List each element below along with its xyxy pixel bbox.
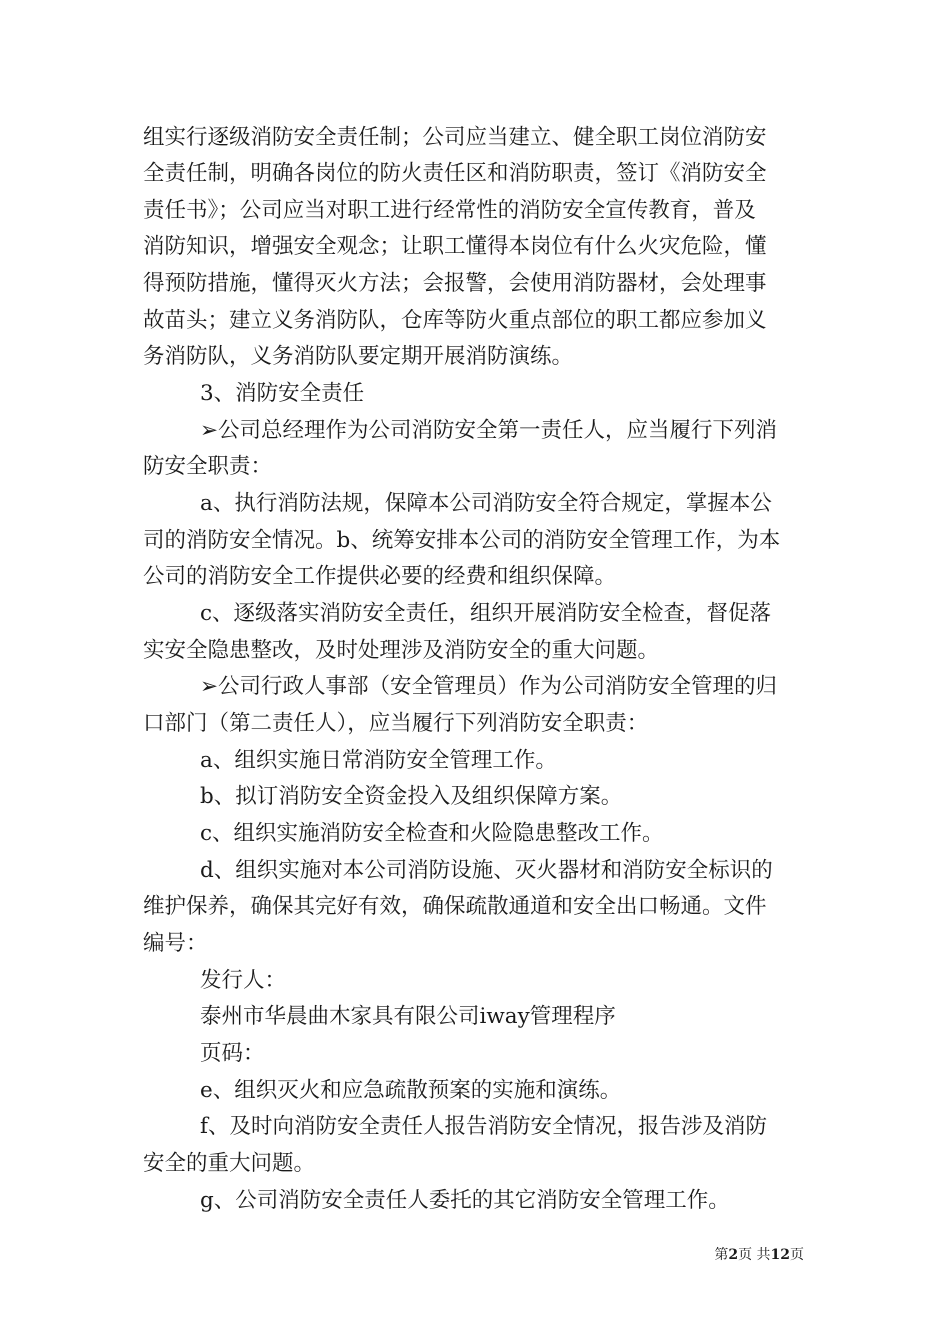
section-heading: 3、消防安全责任 [200,381,365,406]
footer-middle: 页 共 [738,1247,771,1263]
text-line: 全责任制，明确各岗位的防火责任区和消防职责，签订《消防安全 [143,161,767,186]
page-footer [0,1246,804,1264]
text-line: 编号： [143,931,208,956]
text-line: 页码： [200,1041,265,1066]
bullet-item: ➢公司行政人事部（安全管理员）作为公司消防安全管理的归 [200,674,778,699]
list-item: c、逐级落实消防安全责任，组织开展消防安全检查，督促落 [200,601,772,626]
text-line: 司的消防安全情况。b、统筹安排本公司的消防安全管理工作，为本 [143,528,781,553]
text-line: 故苗头；建立义务消防队，仓库等防火重点部位的职工都应参加义 [143,308,767,333]
list-item: a、执行消防法规，保障本公司消防安全符合规定，掌握本公 [200,491,772,516]
text-line: 责任书》；公司应当对职工进行经常性的消防安全宣传教育，普及 [143,198,756,223]
text-line: 消防知识，增强安全观念；让职工懂得本岗位有什么火灾危险，懂 [143,234,767,259]
text-line: 得预防措施，懂得灭火方法；会报警，会使用消防器材，会处理事 [143,271,767,296]
text-line: 发行人： [200,968,287,993]
list-item: d、组织实施对本公司消防设施、灭火器材和消防安全标识的 [200,858,773,883]
text-line: 维护保养，确保其完好有效，确保疏散通道和安全出口畅通。文件 [143,894,767,919]
total-pages: 12 [770,1247,790,1263]
text-line: 组实行逐级消防安全责任制；公司应当建立、健全职工岗位消防安 [143,125,767,150]
text-line: 实安全隐患整改，及时处理涉及消防安全的重大问题。 [143,638,660,663]
list-item: e、组织灭火和应急疏散预案的实施和演练。 [200,1078,622,1103]
text-line: 防安全职责： [143,454,273,479]
text-line: 务消防队，义务消防队要定期开展消防演练。 [143,344,574,369]
list-item: a、组织实施日常消防安全管理工作。 [200,748,557,773]
list-item: c、组织实施消防安全检查和火险隐患整改工作。 [200,821,664,846]
footer-prefix: 第 [714,1247,729,1263]
text-line: 泰州市华晨曲木家具有限公司iway管理程序 [200,1004,616,1029]
bullet-item: ➢公司总经理作为公司消防安全第一责任人，应当履行下列消 [200,418,778,443]
list-item: f、及时向消防安全责任人报告消防安全情况，报告涉及消防 [200,1114,767,1139]
list-item: b、拟订消防安全资金投入及组织保障方案。 [200,784,623,809]
text-line: 口部门（第二责任人），应当履行下列消防安全职责： [143,711,649,736]
text-line: 安全的重大问题。 [143,1151,316,1176]
page-number: 2 [728,1247,739,1263]
list-item: g、公司消防安全责任人委托的其它消防安全管理工作。 [200,1188,730,1213]
footer-suffix: 页 [790,1247,804,1263]
text-line: 公司的消防安全工作提供必要的经费和组织保障。 [143,564,617,589]
